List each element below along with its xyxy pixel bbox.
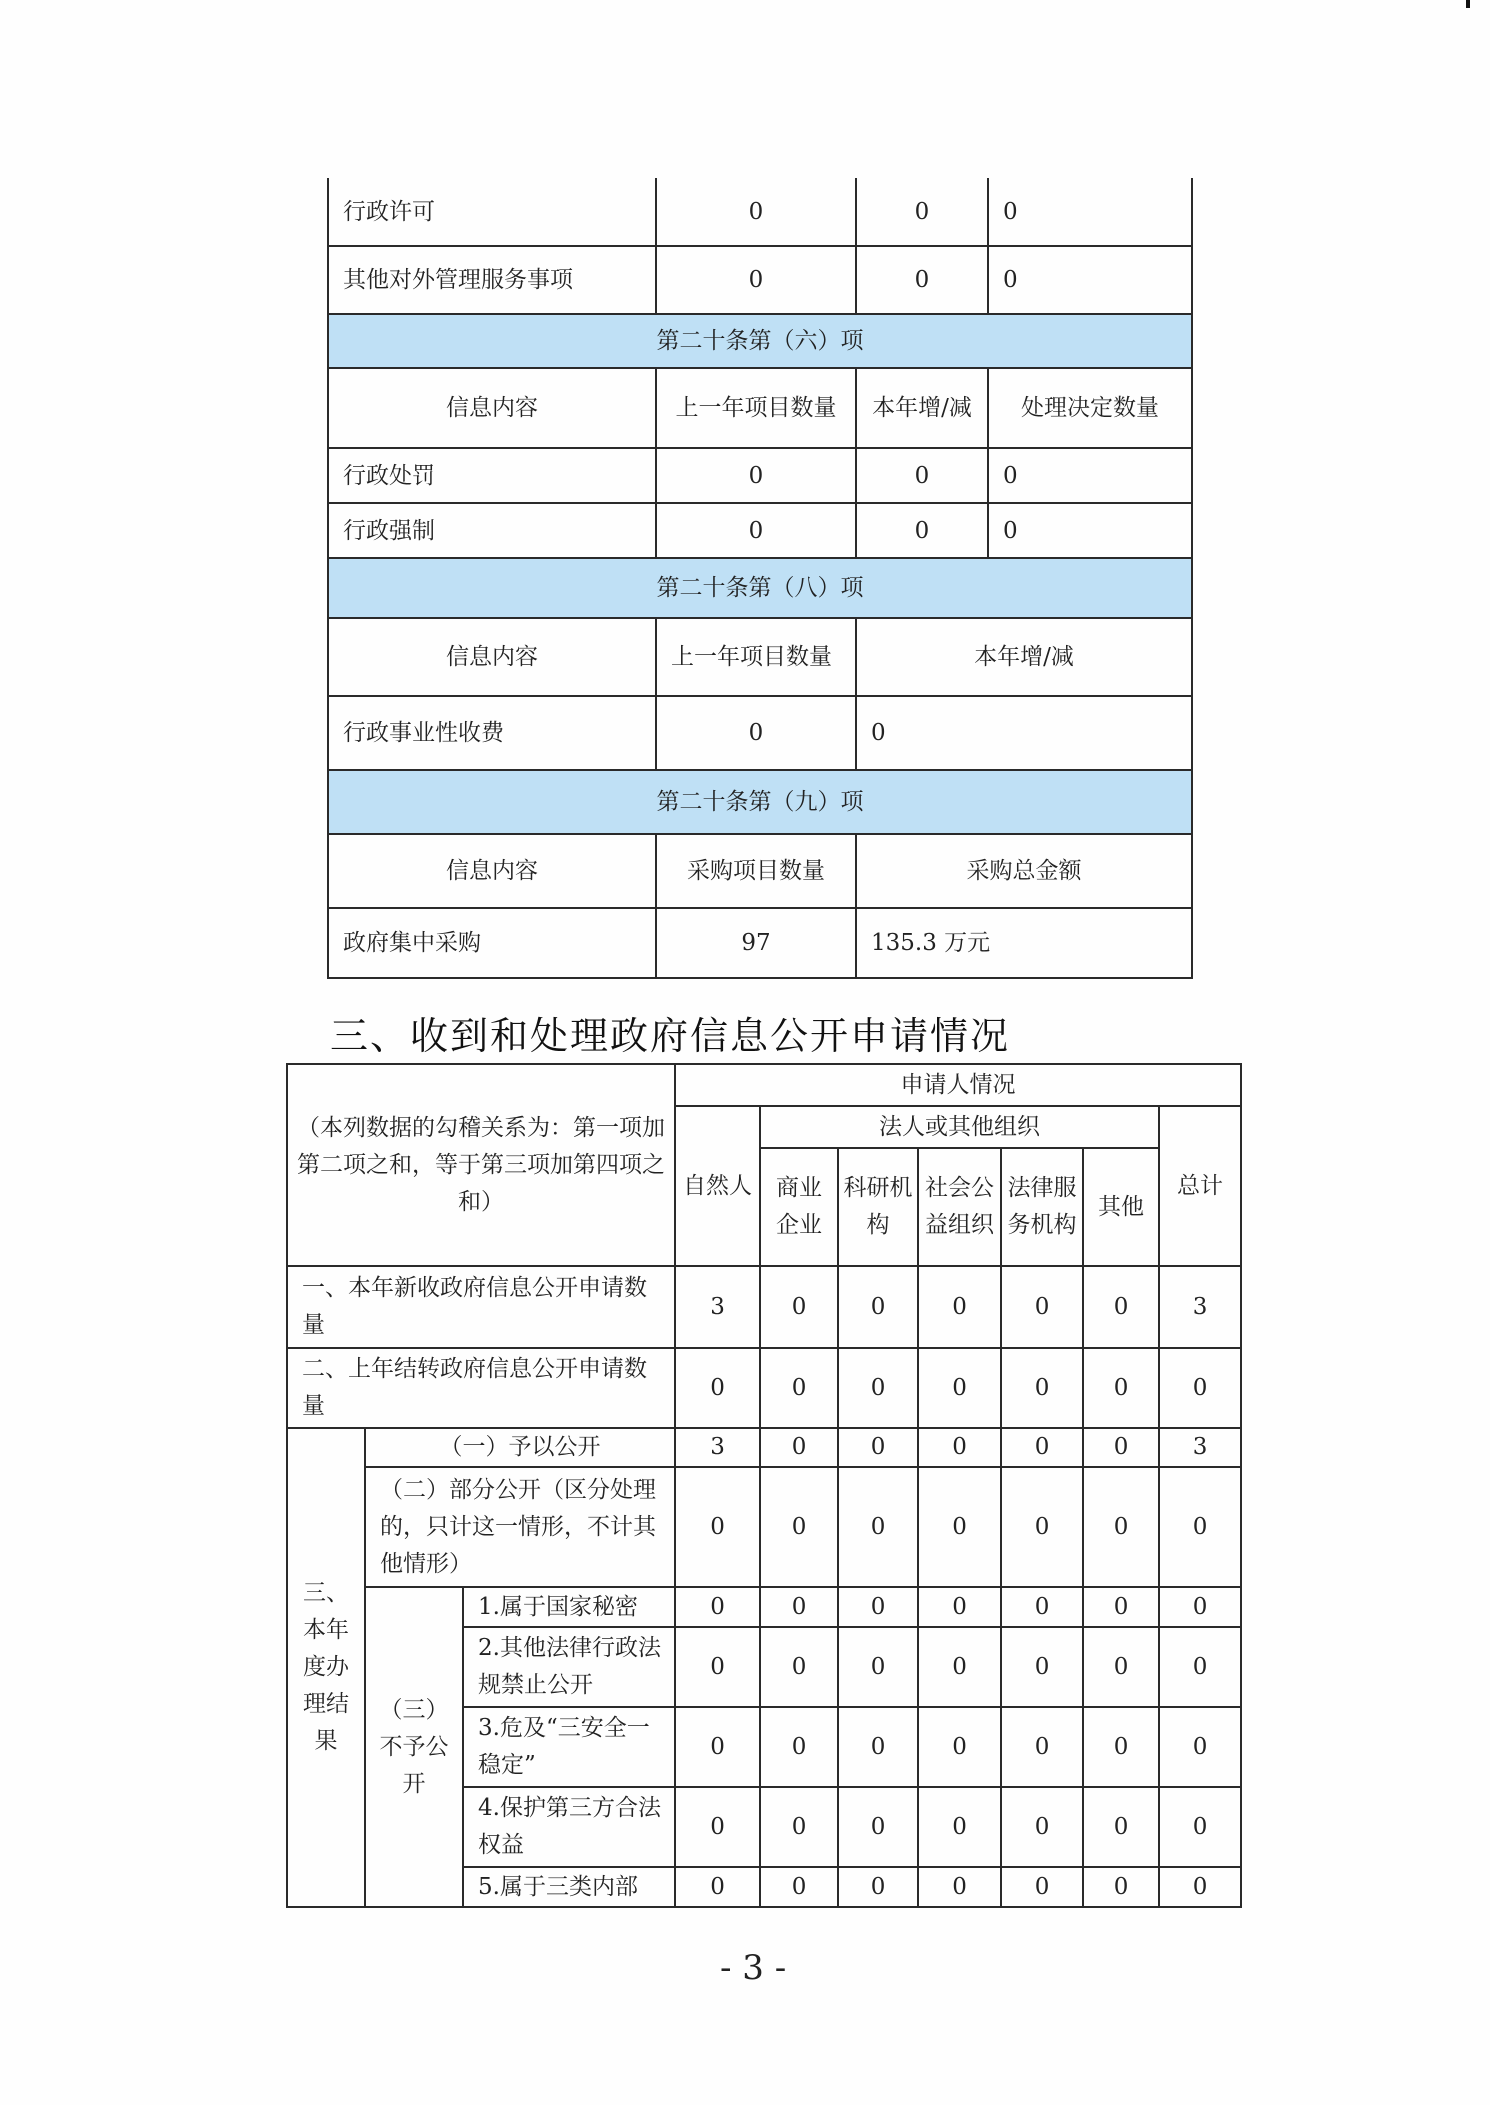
cell-value: 0: [856, 448, 988, 503]
cell-value: 0: [856, 178, 988, 246]
cell-value: 0: [1159, 1467, 1241, 1587]
cell-value: 0: [918, 1627, 1001, 1707]
row-label: 1.属于国家秘密: [463, 1587, 675, 1627]
cell-value: 0: [1159, 1707, 1241, 1787]
cell-value: 0: [988, 448, 1192, 503]
cell-value: 0: [1083, 1627, 1159, 1707]
row-label: 3.危及“三安全一稳定”: [463, 1707, 675, 1787]
cell-value: 0: [1159, 1627, 1241, 1707]
cell-value: 0: [1001, 1467, 1083, 1587]
table-row: [287, 1428, 1241, 1467]
cell-value: 0: [656, 448, 856, 503]
col-header: 信息内容: [328, 368, 656, 448]
header-row: [328, 834, 1192, 908]
cell-value: 0: [1083, 1266, 1159, 1348]
cell-value: 0: [918, 1707, 1001, 1787]
col-header: 采购项目数量: [656, 834, 856, 908]
table-row: [287, 1266, 1241, 1348]
cell-value: 0: [760, 1428, 838, 1467]
cell-value: 0: [988, 178, 1192, 246]
row-label: 一、本年新收政府信息公开申请数量: [287, 1266, 675, 1348]
cell-value: 0: [1001, 1428, 1083, 1467]
cell-value: 0: [675, 1348, 760, 1428]
cell-value: 0: [856, 246, 988, 314]
cell-value: 0: [1083, 1348, 1159, 1428]
cell-value: 0: [1001, 1787, 1083, 1867]
table-row: [287, 1467, 1241, 1587]
cell-value: 0: [1001, 1707, 1083, 1787]
cell-value: 3: [675, 1266, 760, 1348]
cell-value: 0: [1083, 1707, 1159, 1787]
col-other: 其他: [1083, 1148, 1159, 1266]
cell-value: 0: [656, 246, 856, 314]
sub-group-label: （三）不予公开: [365, 1587, 463, 1907]
row-label: （一）予以公开: [365, 1428, 675, 1467]
cell-value: 0: [1083, 1587, 1159, 1627]
section-title-8: 第二十条第（八）项: [328, 558, 1192, 618]
cell-value: 0: [918, 1587, 1001, 1627]
cell-value: 0: [918, 1266, 1001, 1348]
cell-value: 0: [1159, 1587, 1241, 1627]
cell-value: 0: [838, 1348, 918, 1428]
row-label: 4.保护第三方合法权益: [463, 1787, 675, 1867]
header-row: [328, 368, 1192, 448]
section-header-row: [328, 314, 1192, 368]
row-label: 其他对外管理服务事项: [328, 246, 656, 314]
table-row: [328, 503, 1192, 558]
cell-value: 0: [988, 246, 1192, 314]
cell-value: 0: [656, 503, 856, 558]
cell-value: 0: [918, 1428, 1001, 1467]
col-research: 科研机构: [838, 1148, 918, 1266]
section-header-row: [328, 770, 1192, 834]
cell-value: 0: [760, 1627, 838, 1707]
row-label: 政府集中采购: [328, 908, 656, 978]
cell-value: 0: [675, 1627, 760, 1707]
cell-value: 0: [1001, 1266, 1083, 1348]
row-label: 5.属于三类内部: [463, 1867, 675, 1907]
cell-value: 0: [675, 1587, 760, 1627]
table-row: [328, 696, 1192, 770]
col-header: 采购总金额: [856, 834, 1192, 908]
cell-value: 0: [1083, 1467, 1159, 1587]
cell-value: 0: [838, 1787, 918, 1867]
page-number: - 3 -: [720, 1948, 787, 1988]
cell-value: 0: [656, 696, 856, 770]
table-row: [287, 1587, 1241, 1627]
cell-value: 0: [838, 1707, 918, 1787]
application-table: [286, 1063, 1242, 1908]
cell-value: 0: [838, 1587, 918, 1627]
cell-value: 0: [675, 1707, 760, 1787]
cell-value: 0: [1159, 1348, 1241, 1428]
table-row: [328, 246, 1192, 314]
cell-value: 0: [760, 1867, 838, 1907]
row-label: 2.其他法律行政法规禁止公开: [463, 1627, 675, 1707]
cell-value: 0: [760, 1348, 838, 1428]
row-label: （二）部分公开（区分处理的，只计这一情形，不计其他情形）: [365, 1467, 675, 1587]
cell-value: 0: [1083, 1787, 1159, 1867]
cell-value: 135.3 万元: [856, 908, 1192, 978]
row-label: 行政处罚: [328, 448, 656, 503]
col-total: 总计: [1159, 1106, 1241, 1266]
row-label: 行政许可: [328, 178, 656, 246]
disclosure-table-top: [327, 178, 1193, 979]
applicant-header: 申请人情况: [675, 1064, 1241, 1106]
section-header-row: [328, 558, 1192, 618]
cell-value: 0: [1083, 1428, 1159, 1467]
cell-value: 0: [1159, 1787, 1241, 1867]
cell-value: 0: [838, 1627, 918, 1707]
cell-value: 0: [760, 1266, 838, 1348]
cell-value: 0: [1001, 1627, 1083, 1707]
cell-value: 0: [675, 1467, 760, 1587]
page-edge-mark: [1466, 0, 1470, 8]
col-natural: 自然人: [675, 1106, 760, 1266]
group-label: 三、本年度办理结果: [287, 1428, 365, 1907]
col-social: 社会公益组织: [918, 1148, 1001, 1266]
cell-value: 97: [656, 908, 856, 978]
col-header: 上一年项目数量: [656, 368, 856, 448]
col-header: 本年增/减: [856, 368, 988, 448]
col-header: 信息内容: [328, 618, 656, 696]
note-cell: （本列数据的勾稽关系为：第一项加第二项之和，等于第三项加第四项之和）: [287, 1064, 675, 1266]
cell-value: 3: [1159, 1266, 1241, 1348]
cell-value: 0: [760, 1787, 838, 1867]
table-row: [328, 178, 1192, 246]
cell-value: 3: [1159, 1428, 1241, 1467]
cell-value: 0: [988, 503, 1192, 558]
row-label: 行政事业性收费: [328, 696, 656, 770]
cell-value: 0: [918, 1787, 1001, 1867]
cell-value: 0: [918, 1467, 1001, 1587]
cell-value: 0: [856, 696, 1192, 770]
cell-value: 0: [1083, 1867, 1159, 1907]
header-row: [328, 618, 1192, 696]
cell-value: 0: [838, 1428, 918, 1467]
row-label: 二、上年结转政府信息公开申请数量: [287, 1348, 675, 1428]
cell-value: 0: [675, 1867, 760, 1907]
cell-value: 0: [1159, 1867, 1241, 1907]
table-row: [328, 448, 1192, 503]
col-law: 法律服务机构: [1001, 1148, 1083, 1266]
cell-value: 0: [918, 1867, 1001, 1907]
table-row: [287, 1348, 1241, 1428]
table-row: [328, 908, 1192, 978]
section-title-6: 第二十条第（六）项: [328, 314, 1192, 368]
header-row: [287, 1064, 1241, 1106]
col-header: 上一年项目数量: [656, 618, 856, 696]
section-title-9: 第二十条第（九）项: [328, 770, 1192, 834]
cell-value: 0: [1001, 1587, 1083, 1627]
cell-value: 0: [838, 1467, 918, 1587]
legal-header: 法人或其他组织: [760, 1106, 1159, 1148]
cell-value: 0: [675, 1787, 760, 1867]
cell-value: 0: [838, 1266, 918, 1348]
cell-value: 0: [656, 178, 856, 246]
section-heading: 三、收到和处理政府信息公开申请情况: [330, 1014, 1011, 1058]
cell-value: 0: [760, 1467, 838, 1587]
cell-value: 0: [918, 1348, 1001, 1428]
row-label: 行政强制: [328, 503, 656, 558]
col-header: 处理决定数量: [988, 368, 1192, 448]
cell-value: 0: [1001, 1348, 1083, 1428]
cell-value: 0: [1001, 1867, 1083, 1907]
col-header: 信息内容: [328, 834, 656, 908]
col-business: 商业企业: [760, 1148, 838, 1266]
cell-value: 0: [856, 503, 988, 558]
cell-value: 0: [838, 1867, 918, 1907]
cell-value: 3: [675, 1428, 760, 1467]
cell-value: 0: [760, 1587, 838, 1627]
cell-value: 0: [760, 1707, 838, 1787]
col-header: 本年增/减: [856, 618, 1192, 696]
